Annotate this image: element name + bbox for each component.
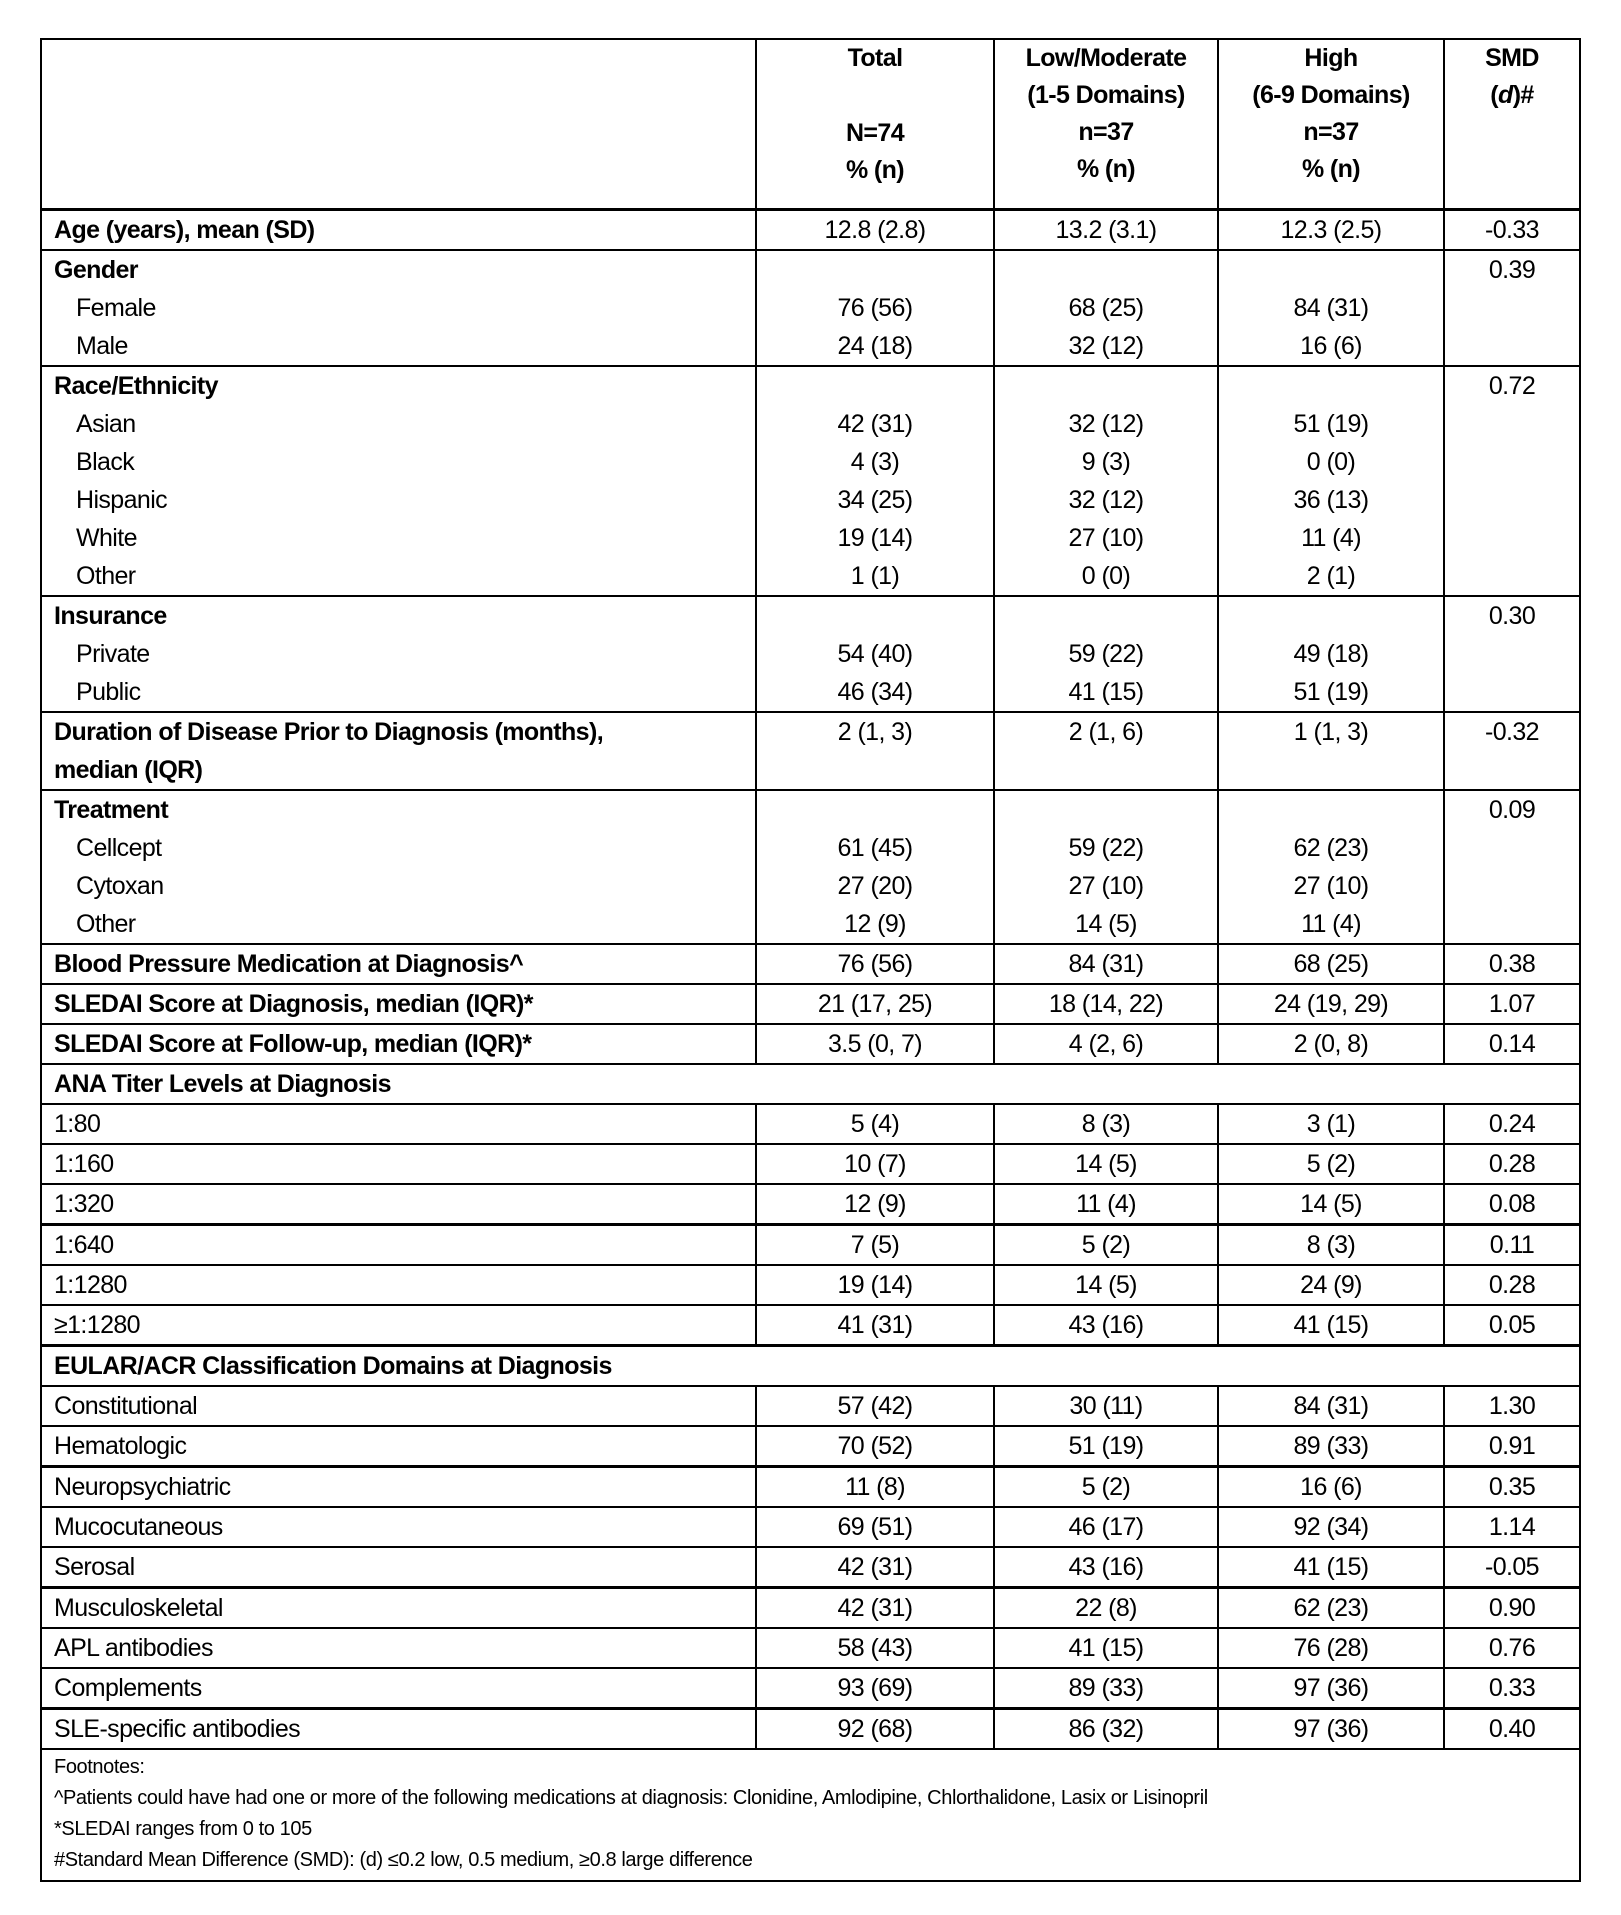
- cell-high: 76 (28): [1218, 1628, 1444, 1668]
- cell-total: 12 (9): [756, 1184, 994, 1225]
- row-age: [41, 209, 1580, 250]
- value: 11 (4): [1301, 909, 1361, 938]
- cell-high: 84 (31): [1218, 1386, 1444, 1426]
- group-labels: [41, 790, 756, 944]
- cell-total: 10 (7): [756, 1144, 994, 1184]
- value: 51 (19): [1293, 409, 1369, 438]
- group-labels: [41, 366, 756, 596]
- cell-low: 2 (1, 6): [994, 712, 1218, 790]
- cell-low: 18 (14, 22): [994, 984, 1218, 1024]
- value: 46 (34): [837, 677, 913, 706]
- cell-total: [756, 250, 994, 366]
- header-label-cell: [41, 39, 756, 209]
- table-container: [40, 38, 1579, 1882]
- row-insurance: [41, 596, 1580, 712]
- row-label: Public: [76, 677, 141, 706]
- cell-low: 14 (5): [994, 1265, 1218, 1305]
- cell-high: [1218, 596, 1444, 712]
- cell-smd: 0.33: [1444, 1668, 1580, 1709]
- header-smd-d-letter: d: [1498, 81, 1513, 109]
- cell-high: 92 (34): [1218, 1507, 1444, 1547]
- cell-total: [756, 790, 994, 944]
- row-sledai-diagnosis: [41, 984, 1580, 1024]
- cell-high: 24 (19, 29): [1218, 984, 1444, 1024]
- row-eular: [41, 1507, 1580, 1547]
- row-label: Musculoskeletal: [41, 1587, 756, 1628]
- group-labels: [41, 250, 756, 366]
- value: 27 (10): [1068, 523, 1144, 552]
- cell-smd: 0.38: [1444, 944, 1580, 984]
- value: 24 (18): [837, 331, 913, 360]
- cell-smd: 0.05: [1444, 1305, 1580, 1346]
- cell-total: 41 (31): [756, 1305, 994, 1346]
- header-total-title: Total: [847, 44, 903, 72]
- cell-total: 42 (31): [756, 1547, 994, 1588]
- row-label-line: Duration of Disease Prior to Diagnosis (months),: [54, 717, 604, 746]
- section-eular: [41, 1345, 1580, 1386]
- value: 19 (14): [837, 523, 913, 552]
- cell-low: 84 (31): [994, 944, 1218, 984]
- cell-total: 57 (42): [756, 1386, 994, 1426]
- cell-high: 97 (36): [1218, 1668, 1444, 1709]
- row-eular: [41, 1587, 1580, 1628]
- header-spacer: [769, 77, 981, 115]
- row-label: Constitutional: [41, 1386, 756, 1426]
- cell-total: 70 (52): [756, 1426, 994, 1467]
- cell-low: 86 (32): [994, 1708, 1218, 1749]
- row-label: ≥1:1280: [41, 1305, 756, 1346]
- section-title: EULAR/ACR Classification Domains at Diagnosis: [41, 1345, 1580, 1386]
- cell-low: [994, 250, 1218, 366]
- header-low-n: n=37: [1078, 118, 1134, 146]
- cell-smd: 0.09: [1444, 790, 1580, 944]
- row-label: Serosal: [41, 1547, 756, 1588]
- cell-low: 13.2 (3.1): [994, 209, 1218, 250]
- row-ana: [41, 1305, 1580, 1346]
- baseline-characteristics-table: [40, 38, 1581, 1882]
- value: 51 (19): [1293, 677, 1369, 706]
- row-eular: [41, 1386, 1580, 1426]
- row-label: Black: [76, 447, 135, 476]
- row-ana: [41, 1144, 1580, 1184]
- row-race: [41, 366, 1580, 596]
- cell-low: 8 (3): [994, 1104, 1218, 1144]
- header-smd-close: )#: [1512, 81, 1534, 109]
- cell-smd: 0.28: [1444, 1265, 1580, 1305]
- cell-smd: 0.35: [1444, 1466, 1580, 1507]
- row-label: 1:640: [41, 1224, 756, 1265]
- row-label: Complements: [41, 1668, 756, 1709]
- row-duration: [41, 712, 1580, 790]
- row-label: SLEDAI Score at Diagnosis, median (IQR)*: [41, 984, 756, 1024]
- value: 27 (10): [1293, 871, 1369, 900]
- header-low-moderate: [994, 39, 1218, 209]
- row-label: SLE-specific antibodies: [41, 1708, 756, 1749]
- cell-low: 46 (17): [994, 1507, 1218, 1547]
- value: 54 (40): [837, 639, 913, 668]
- cell-smd: 0.11: [1444, 1224, 1580, 1265]
- row-label: Male: [76, 331, 128, 360]
- cell-high: 97 (36): [1218, 1708, 1444, 1749]
- row-label: Hispanic: [76, 485, 168, 514]
- cell-low: 30 (11): [994, 1386, 1218, 1426]
- row-label: Cytoxan: [76, 871, 164, 900]
- row-label: Hematologic: [41, 1426, 756, 1467]
- cell-total: 76 (56): [756, 944, 994, 984]
- header-smd-title: SMD: [1485, 44, 1539, 72]
- cell-total: 11 (8): [756, 1466, 994, 1507]
- cell-smd: 0.28: [1444, 1144, 1580, 1184]
- header-high-n: n=37: [1303, 118, 1359, 146]
- row-label: Private: [76, 639, 150, 668]
- cell-high: [1218, 790, 1444, 944]
- row-ana: [41, 1265, 1580, 1305]
- row-label: 1:80: [41, 1104, 756, 1144]
- footnote-smd: #Standard Mean Difference (SMD): (d) ≤0.2 low, 0.5 medium, ≥0.8 large difference: [54, 1848, 753, 1871]
- cell-smd: 1.07: [1444, 984, 1580, 1024]
- header-high-unit: % (n): [1301, 155, 1361, 183]
- row-ana: [41, 1104, 1580, 1144]
- row-label-line: median (IQR): [54, 755, 203, 784]
- header-smd-d: [1457, 77, 1567, 114]
- row-label: Female: [76, 293, 156, 322]
- value: 27 (10): [1068, 871, 1144, 900]
- header-low-range: (1-5 Domains): [1027, 81, 1185, 109]
- cell-total: 12.8 (2.8): [756, 209, 994, 250]
- row-label: Asian: [76, 409, 136, 438]
- row-treatment: [41, 790, 1580, 944]
- row-label: APL antibodies: [41, 1628, 756, 1668]
- value: 14 (5): [1075, 909, 1137, 938]
- value: 49 (18): [1293, 639, 1369, 668]
- cell-smd: -0.05: [1444, 1547, 1580, 1588]
- row-eular: [41, 1547, 1580, 1588]
- value: 12 (9): [844, 909, 906, 938]
- row-label: 1:160: [41, 1144, 756, 1184]
- header-total: [756, 39, 994, 209]
- row-label: SLEDAI Score at Follow-up, median (IQR)*: [41, 1024, 756, 1064]
- cell-low: 51 (19): [994, 1426, 1218, 1467]
- row-label: Other: [76, 561, 136, 590]
- cell-high: 89 (33): [1218, 1426, 1444, 1467]
- row-label: Neuropsychiatric: [41, 1466, 756, 1507]
- cell-total: 19 (14): [756, 1265, 994, 1305]
- cell-total: 93 (69): [756, 1668, 994, 1709]
- group-labels: [41, 596, 756, 712]
- value: 41 (15): [1068, 677, 1144, 706]
- cell-low: 5 (2): [994, 1224, 1218, 1265]
- row-label: 1:1280: [41, 1265, 756, 1305]
- row-label: Other: [76, 909, 136, 938]
- cell-total: 2 (1, 3): [756, 712, 994, 790]
- row-eular: [41, 1708, 1580, 1749]
- cell-low: 14 (5): [994, 1144, 1218, 1184]
- row-gender: [41, 250, 1580, 366]
- cell-total: 7 (5): [756, 1224, 994, 1265]
- value: 9 (3): [1081, 447, 1131, 476]
- cell-high: 5 (2): [1218, 1144, 1444, 1184]
- cell-smd: 0.40: [1444, 1708, 1580, 1749]
- row-sledai-followup: [41, 1024, 1580, 1064]
- row-label: Mucocutaneous: [41, 1507, 756, 1547]
- cell-smd: -0.33: [1444, 209, 1580, 250]
- footnote-sledai: *SLEDAI ranges from 0 to 105: [54, 1817, 312, 1840]
- cell-high: 2 (0, 8): [1218, 1024, 1444, 1064]
- row-eular: [41, 1628, 1580, 1668]
- cell-low: 22 (8): [994, 1587, 1218, 1628]
- value: 84 (31): [1293, 293, 1369, 322]
- cell-high: 24 (9): [1218, 1265, 1444, 1305]
- value: 61 (45): [837, 833, 913, 862]
- value: 4 (3): [850, 447, 900, 476]
- cell-total: 69 (51): [756, 1507, 994, 1547]
- cell-low: 4 (2, 6): [994, 1024, 1218, 1064]
- cell-low: 43 (16): [994, 1305, 1218, 1346]
- table-header-row: [41, 39, 1580, 209]
- row-label: Age (years), mean (SD): [41, 209, 756, 250]
- cell-smd: -0.32: [1444, 712, 1580, 790]
- cell-smd: 0.14: [1444, 1024, 1580, 1064]
- cell-high: 3 (1): [1218, 1104, 1444, 1144]
- cell-total: [756, 596, 994, 712]
- value: 27 (20): [837, 871, 913, 900]
- value: 68 (25): [1068, 293, 1144, 322]
- cell-smd: 0.72: [1444, 366, 1580, 596]
- footnotes-row: [41, 1749, 1580, 1881]
- row-label: White: [76, 523, 137, 552]
- value: 16 (6): [1300, 331, 1362, 360]
- cell-low: 41 (15): [994, 1628, 1218, 1668]
- group-title: Treatment: [54, 795, 169, 824]
- cell-low: [994, 790, 1218, 944]
- value: 59 (22): [1068, 833, 1144, 862]
- row-bp-medication: [41, 944, 1580, 984]
- cell-total: 92 (68): [756, 1708, 994, 1749]
- cell-total: 58 (43): [756, 1628, 994, 1668]
- value: 0 (0): [1081, 561, 1131, 590]
- section-ana: [41, 1064, 1580, 1104]
- cell-smd: 0.08: [1444, 1184, 1580, 1225]
- cell-smd: 0.39: [1444, 250, 1580, 366]
- cell-smd: 0.91: [1444, 1426, 1580, 1467]
- header-high-title: High: [1304, 44, 1358, 72]
- cell-high: 41 (15): [1218, 1547, 1444, 1588]
- header-high-range: (6-9 Domains): [1252, 81, 1410, 109]
- group-title: Race/Ethnicity: [54, 371, 218, 400]
- header-high: [1218, 39, 1444, 209]
- cell-low: 5 (2): [994, 1466, 1218, 1507]
- cell-smd: 1.14: [1444, 1507, 1580, 1547]
- cell-low: [994, 366, 1218, 596]
- header-smd-open: (: [1490, 81, 1499, 109]
- cell-total: [756, 366, 994, 596]
- group-title: Gender: [54, 255, 138, 284]
- cell-high: 14 (5): [1218, 1184, 1444, 1225]
- cell-smd: 0.90: [1444, 1587, 1580, 1628]
- cell-low: 89 (33): [994, 1668, 1218, 1709]
- value: 0 (0): [1306, 447, 1356, 476]
- cell-high: 68 (25): [1218, 944, 1444, 984]
- footnotes: [41, 1749, 1580, 1881]
- row-eular: [41, 1466, 1580, 1507]
- header-low-unit: % (n): [1076, 155, 1136, 183]
- footnote-bp-medication: ^Patients could have had one or more of the following medications at diagnosis: Clonidine, Amlodipine, Chlorthalidone, Lasix or Lisinopril: [54, 1786, 1208, 1809]
- row-eular: [41, 1426, 1580, 1467]
- footnote-title: Footnotes:: [54, 1755, 145, 1778]
- cell-smd: 0.30: [1444, 596, 1580, 712]
- cell-high: 1 (1, 3): [1218, 712, 1444, 790]
- cell-high: 16 (6): [1218, 1466, 1444, 1507]
- value: 59 (22): [1068, 639, 1144, 668]
- section-title: ANA Titer Levels at Diagnosis: [41, 1064, 1580, 1104]
- value: 76 (56): [837, 293, 913, 322]
- cell-low: 11 (4): [994, 1184, 1218, 1225]
- cell-high: 62 (23): [1218, 1587, 1444, 1628]
- value: 1 (1): [850, 561, 900, 590]
- header-total-unit: % (n): [845, 156, 905, 184]
- value: 32 (12): [1068, 409, 1144, 438]
- cell-total: 3.5 (0, 7): [756, 1024, 994, 1064]
- header-low-title: Low/Moderate: [1025, 44, 1187, 72]
- value: 62 (23): [1293, 833, 1369, 862]
- value: 2 (1): [1306, 561, 1356, 590]
- value: 32 (12): [1068, 485, 1144, 514]
- cell-smd: 0.24: [1444, 1104, 1580, 1144]
- value: 32 (12): [1068, 331, 1144, 360]
- cell-smd: 1.30: [1444, 1386, 1580, 1426]
- value: 42 (31): [837, 409, 913, 438]
- cell-high: 8 (3): [1218, 1224, 1444, 1265]
- cell-low: 43 (16): [994, 1547, 1218, 1588]
- row-ana: [41, 1184, 1580, 1225]
- cell-high: 12.3 (2.5): [1218, 209, 1444, 250]
- value: 36 (13): [1293, 485, 1369, 514]
- row-eular: [41, 1668, 1580, 1709]
- cell-high: 41 (15): [1218, 1305, 1444, 1346]
- group-title: Insurance: [54, 601, 167, 630]
- header-smd: [1444, 39, 1580, 209]
- row-label: [41, 712, 756, 790]
- cell-low: [994, 596, 1218, 712]
- cell-high: [1218, 250, 1444, 366]
- cell-high: [1218, 366, 1444, 596]
- value: 11 (4): [1301, 523, 1361, 552]
- cell-smd: 0.76: [1444, 1628, 1580, 1668]
- value: 34 (25): [837, 485, 913, 514]
- cell-total: 21 (17, 25): [756, 984, 994, 1024]
- header-total-n: N=74: [845, 119, 905, 147]
- row-ana: [41, 1224, 1580, 1265]
- cell-total: 5 (4): [756, 1104, 994, 1144]
- row-label: Blood Pressure Medication at Diagnosis^: [41, 944, 756, 984]
- row-label: Cellcept: [76, 833, 162, 862]
- row-label: 1:320: [41, 1184, 756, 1225]
- cell-total: 42 (31): [756, 1587, 994, 1628]
